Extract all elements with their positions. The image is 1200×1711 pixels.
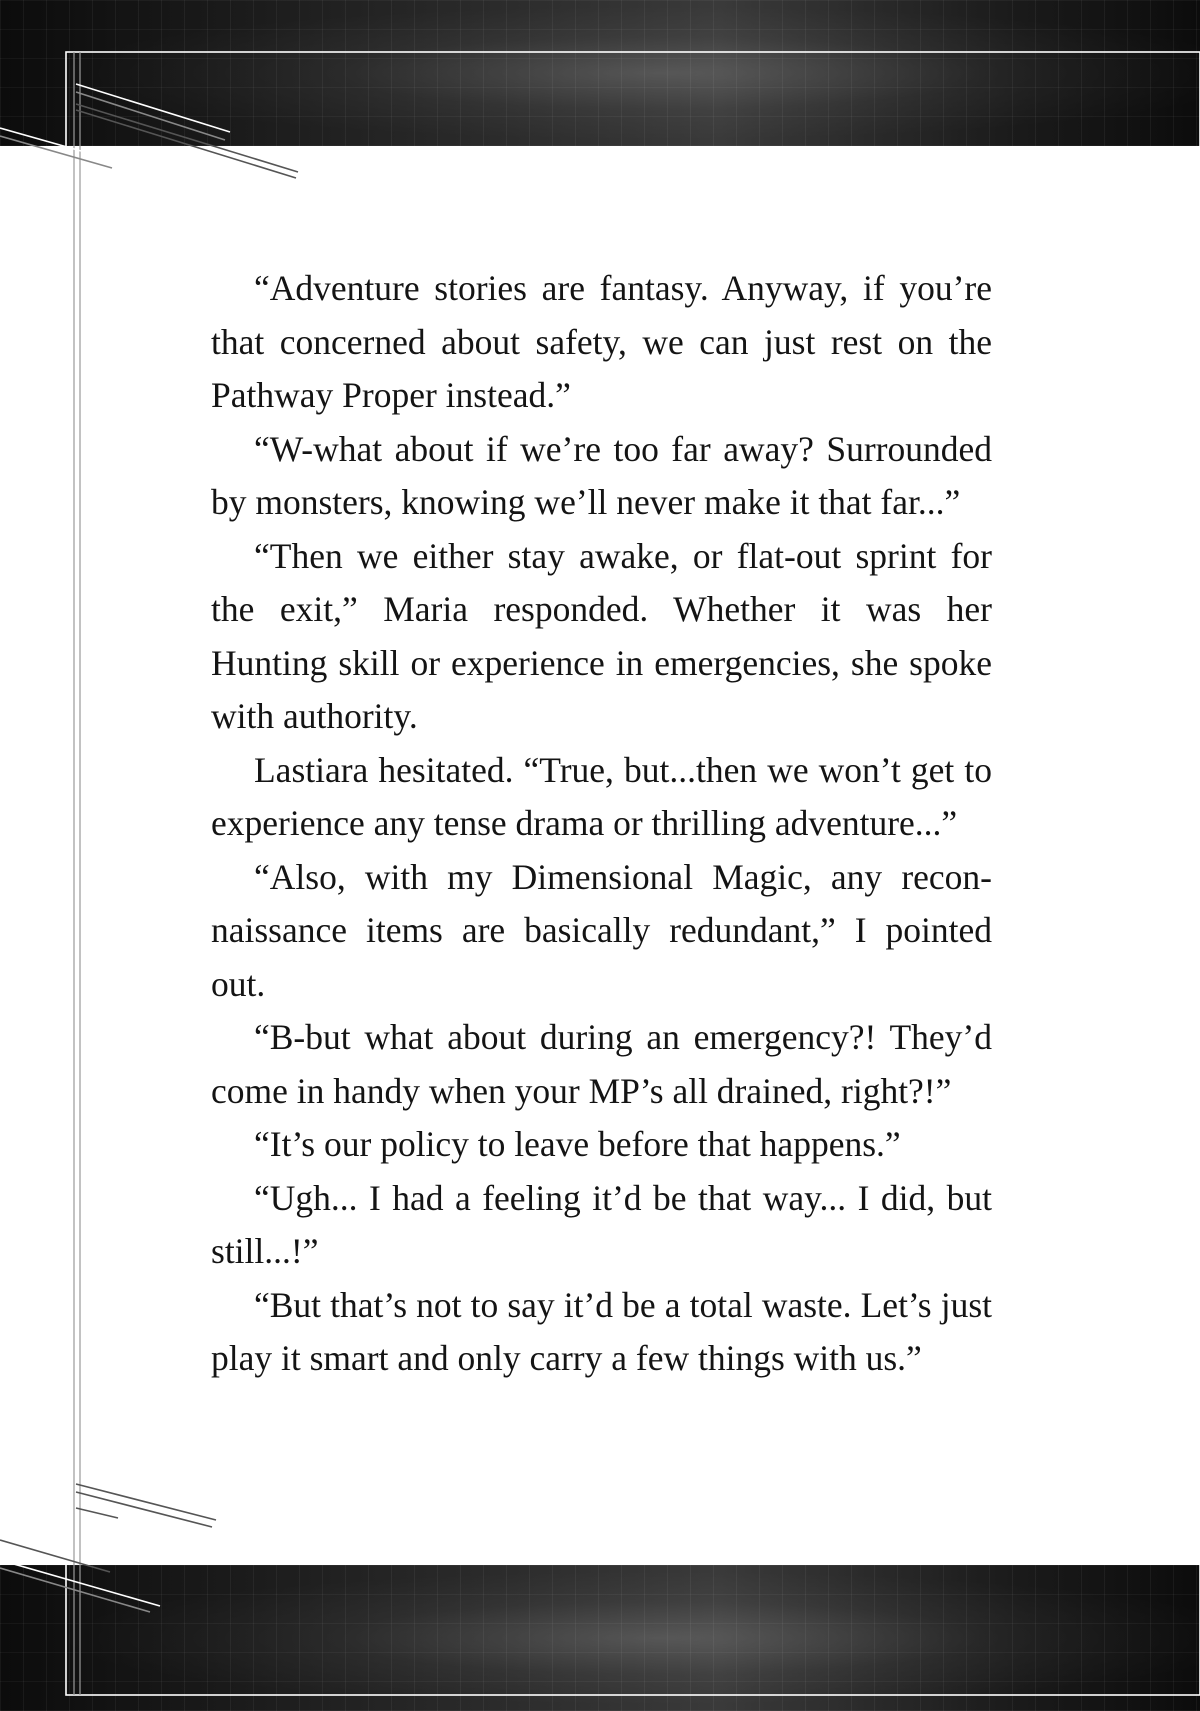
paragraph: “B-but what about during an emergency?! They’d come in handy when your MP’s all drained, right?!” xyxy=(211,1017,992,1111)
paragraph: “Ugh... I had a feeling it’d be that way... I did, but still...!” xyxy=(211,1177,992,1271)
paragraph: “It’s our policy to leave before that happens.” xyxy=(254,1124,901,1164)
paragraph: “Also, with my Dimensional Magic, any recon-naissance items are basically redundant,” I pointed out. xyxy=(211,856,992,1004)
paragraph: “But that’s not to say it’d be a total waste. Let’s just play it smart and only carry a few things with us.” xyxy=(211,1284,992,1378)
body-text xyxy=(211,262,992,1386)
paragraph: “Adventure stories are fantasy. Anyway, if you’re that concerned about safety, we can just rest on the Pathway Proper instead.” xyxy=(211,268,992,415)
bottom-decorative-band xyxy=(0,1565,1200,1711)
paragraph: “W-what about if we’re too far away? Surrounded by monsters, knowing we’ll never make it that far...” xyxy=(211,428,992,522)
top-decorative-band xyxy=(0,0,1200,146)
paragraph: “Then we either stay awake, or flat-out sprint for the exit,” Maria responded. Whether it was her Hunting skill or experience in emergencies, she spoke with authority. xyxy=(211,535,992,736)
paragraph: Lastiara hesitated. “True, but...then we won’t get to experience any tense drama or thrilling adventure...” xyxy=(211,749,992,843)
